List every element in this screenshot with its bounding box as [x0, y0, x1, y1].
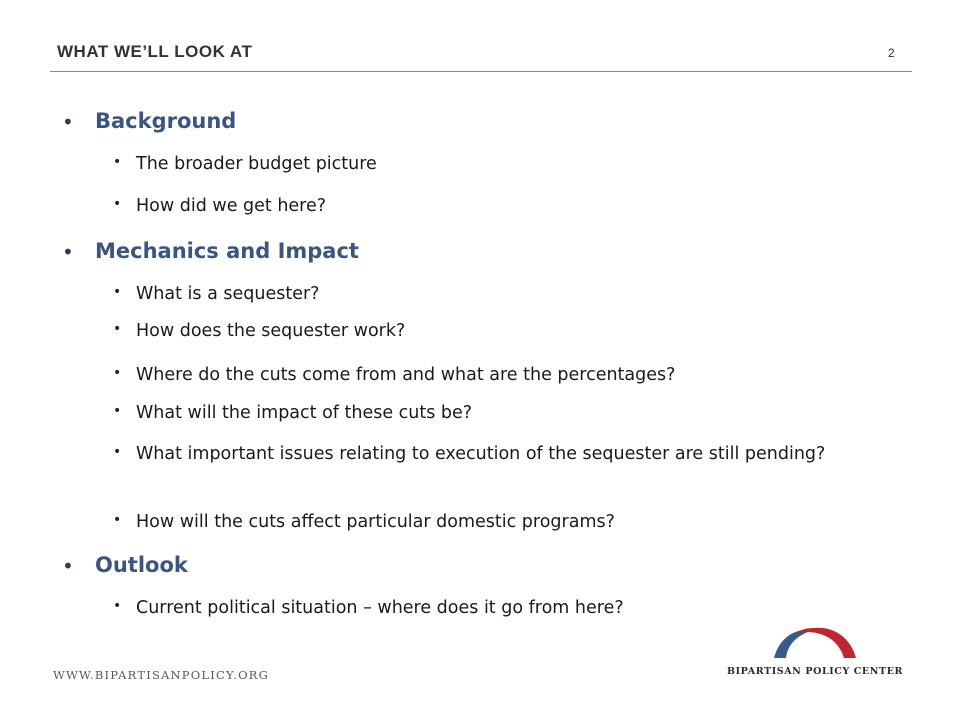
list-item: How did we get here? [136, 196, 327, 216]
page-number: 2 [888, 46, 895, 60]
bullet-icon: • [113, 321, 122, 337]
bullet-icon: • [113, 196, 122, 212]
bullet-icon: • [113, 512, 122, 528]
footer-url: WWW.BIPARTISANPOLICY.ORG [53, 668, 269, 682]
bullet-icon: • [113, 444, 122, 460]
bullet-icon: • [62, 110, 74, 134]
section-heading-outlook: Outlook [95, 553, 188, 577]
slide-title: WHAT WE’LL LOOK AT [57, 42, 253, 61]
section-heading-background: Background [95, 109, 237, 133]
arches-logo-icon [770, 622, 860, 662]
bullet-icon: • [113, 403, 122, 419]
list-item: How does the sequester work? [136, 321, 406, 341]
list-item: What important issues relating to execution of the sequester are still pending? [136, 444, 826, 464]
bullet-icon: • [113, 284, 122, 300]
list-item: What is a sequester? [136, 284, 320, 304]
list-item: How will the cuts affect particular domestic programs? [136, 512, 615, 532]
list-item: Current political situation – where does it go from here? [136, 598, 624, 618]
list-item: Where do the cuts come from and what are the percentages? [136, 365, 676, 385]
bullet-icon: • [113, 154, 122, 170]
section-heading-mechanics: Mechanics and Impact [95, 239, 359, 263]
logo-text: BIPARTISAN POLICY CENTER [727, 666, 904, 677]
bullet-icon: • [113, 365, 122, 381]
bullet-icon: • [62, 554, 74, 578]
bullet-icon: • [62, 240, 74, 264]
list-item: What will the impact of these cuts be? [136, 403, 473, 423]
bipartisan-policy-center-logo [720, 622, 910, 682]
bullet-icon: • [113, 598, 122, 614]
list-item: The broader budget picture [136, 154, 377, 174]
